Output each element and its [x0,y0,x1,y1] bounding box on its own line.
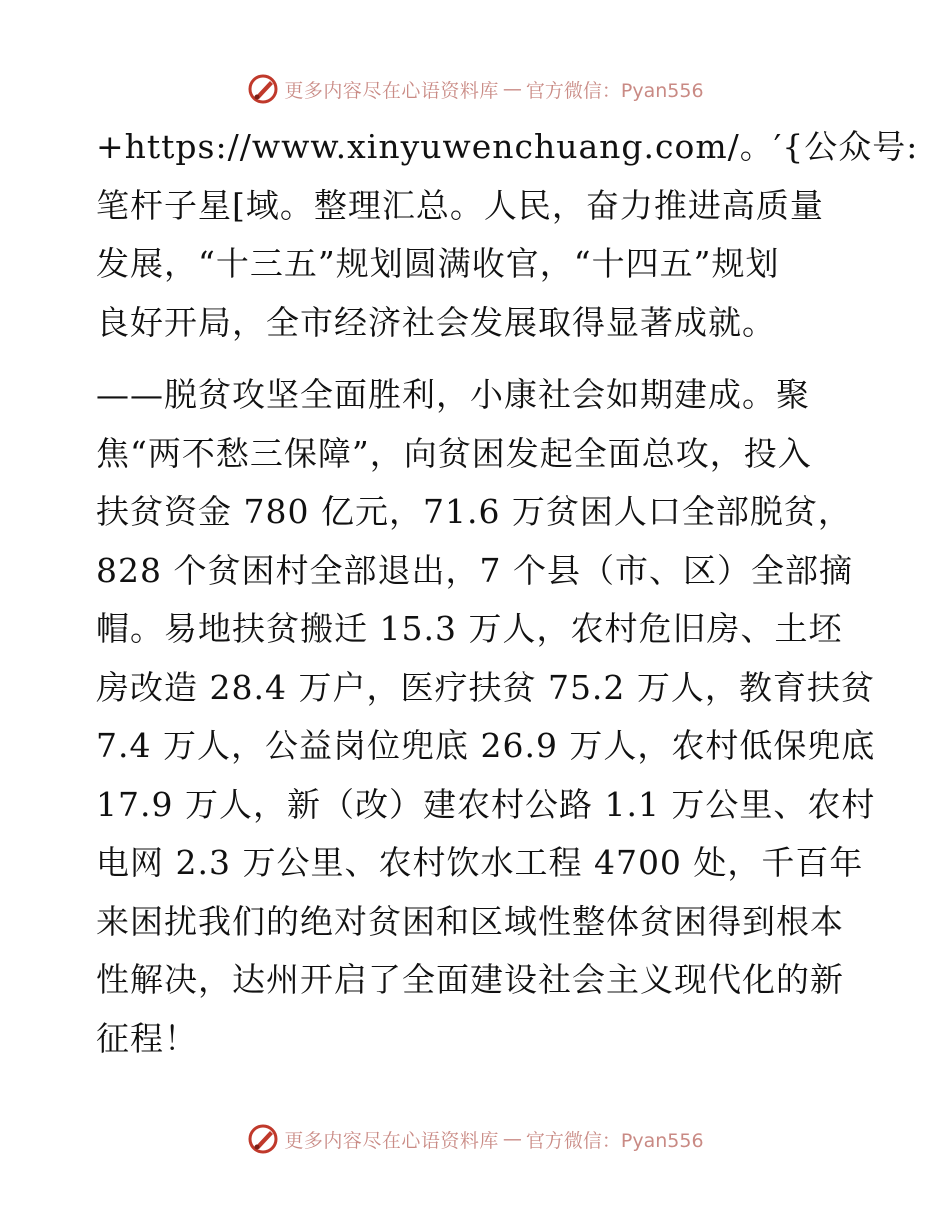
text-line: 发展，“十三五”规划圆满收官，“十四五”规划 [96,244,780,283]
text-line: 828 个贫困村全部退出，7 个县（市、区）全部摘 [96,550,853,590]
banner-wechat: 官方微信：Pyan556 [525,79,704,102]
text-line: 良好开局，全市经济社会发展取得显著成就。 [96,302,776,342]
footer-banner [0,1122,950,1156]
paragraph-gap [96,352,866,366]
banner-slogan: 更多内容尽在心语资料库 [284,79,499,102]
banner-slogan: 更多内容尽在心语资料库 [284,1129,499,1152]
header-banner [0,72,950,106]
text-line: 性解决，达州开启了全面建设社会主义现代化的新 [96,960,844,999]
text-line: 征程！ [96,1018,198,1058]
document-body [96,118,919,1068]
brush-logo-icon [246,72,280,106]
banner-wechat: 官方微信：Pyan556 [525,1129,704,1152]
text-line: 扶贫资金 780 亿元，71.6 万贫困人口全部脱贫， [96,492,852,531]
text-line: 17.9 万人，新（改）建农村公路 1.1 万公里、农村 [96,784,876,824]
text-line: 电网 2.3 万公里、农村饮水工程 4700 处，千百年 [96,843,864,882]
text-line: 7.4 万人，公益岗位兜底 26.9 万人，农村低保兜底 [96,726,876,765]
paragraph-1 [96,118,919,352]
text-line: +https://www.xinyuwenchuang.com/。′{公众号: [96,127,919,166]
text-line: 笔杆子星[域。整理汇总。人民，奋力推进高质量 [96,185,824,225]
text-line: 来困扰我们的绝对贫困和区域性整体贫困得到根本 [96,901,844,941]
banner-separator: — [502,1128,522,1150]
text-line: 帽。易地扶贫搬迁 15.3 万人，农村危旧房、土坯 [96,609,843,648]
text-line: 房改造 28.4 万户，医疗扶贫 75.2 万人，教育扶贫 [96,667,875,707]
paragraph-2 [96,366,876,1068]
banner-separator: — [502,78,522,100]
text-line: ——脱贫攻坚全面胜利，小康社会如期建成。聚 [96,375,810,414]
text-line: 焦“两不愁三保障”，向贫困发起全面总攻，投入 [96,433,812,473]
brush-logo-icon [246,1122,280,1156]
